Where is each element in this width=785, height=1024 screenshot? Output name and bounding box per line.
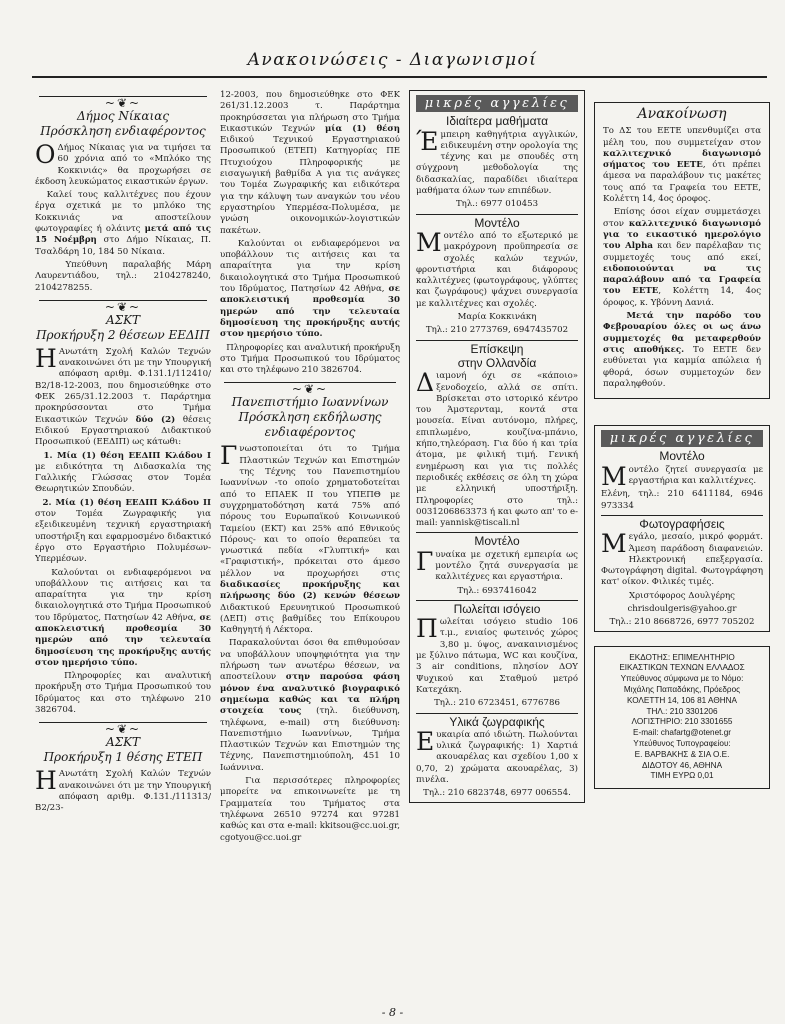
drop-cap: Ε bbox=[416, 726, 435, 756]
page-header-title: Ανακοινώσεις - Διαγωνισμοί bbox=[247, 50, 538, 70]
drop-cap: Γ bbox=[416, 546, 434, 576]
section-subtitle: Προκήρυξη 1 θέσης ΕΤΕΠ bbox=[43, 750, 203, 765]
publisher-line: ΚΟΛΕΤΤΗ 14, 106 81 ΑΘΗΝΑ bbox=[626, 695, 737, 705]
ad-text: Έμπειρη καθηγήτρια αγγλικών, ειδικευμένη στην ορολογία της τέχνης και με σπουδές στη σύγχρονη μεθοδολογία της διδασκαλίας, παραδίδει ιδιαίτερα μαθήματα όλων των επιπέδων. bbox=[416, 126, 578, 197]
classifieds-box bbox=[409, 90, 585, 803]
ad-phone: Τηλ.: 6937416042 bbox=[457, 585, 537, 596]
drop-cap: Μ bbox=[601, 461, 627, 491]
drop-cap: Ο bbox=[35, 140, 56, 169]
ad-text: Διαμονή όχι σε «κάποιο» ξενοδοχείο, αλλά σε σπίτι. Βρίσκεται στο ιστορικό κέντρο του Άμστερνταμ, κοντά στα μουσεία. Είναι αυτόνομο, πλήρες, επιπλωμένο, κουζίνα-μπάνιο, κήπο,τηλεόραση. Για δύο ή και τρία άτομα, με φιλική τιμή. Γενική ενημέρωση και για τις πολλές περιοδικές εκθέσεις σε όλη τη χώρα με ελληνική υποστήριξη. Πληροφορίες στο τηλ.: 0031206863373 ή και φωτο απ' το e-mail: yannisk@tiscali.nl bbox=[416, 368, 578, 529]
paragraph: Μετά την παρόδο του Φεβρουαρίου όλες οι ως άνω συμμετοχές θα μεταφερθούν στις αποθήκες. Το ΕΕΤΕ δεν ευθύνεται για καμμία απώλεια ή φθορά, όσων συμμετοχών δεν παραληφθούν. bbox=[603, 311, 761, 389]
ornament-icon: ~❦~ bbox=[291, 382, 329, 397]
column-3 bbox=[409, 90, 585, 1002]
section-subtitle: Προκήρυξη 2 θέσεων ΕΕΔΙΠ bbox=[36, 327, 210, 342]
ad-contact-name: Μαρία Κοκκινάκη bbox=[457, 312, 537, 323]
paragraph: Παρακαλούνται όσοι θα επιθυμούσαν να υποβάλλουν υποψηφιότητα για την πλήρωση των ανωτέρω θέσεων, να αποστείλουν στην παρούσα φάση μόνον ένα αναλυτικό βιογραφικό σημείωμα καθώς και τα πλήρη στοιχεία τους (τηλ. διεύθυνση, τηλέφωνα, e-mail) στη διεύθυνση: Πανεπιστήμιο Ιωαννίνων, Τμήμα Πλαστικών Τεχνών και Επιστημών της Τέχνης, Πανεπιστημιούπολη, 451 10 Ιωάννινα. bbox=[220, 638, 400, 773]
paragraph: Επίσης όσοι είχαν συμμετάσχει στον καλλιτεχνικό διαγωνισμό για το εικαστικό ημερολόγιο του Alpha και δεν παρέλαβαν τις συμμετοχές τους από εκεί, ειδοποιούνται να τις παραλάβουν από τα Γραφεία του ΕΕΤΕ, Κολέττη 14, 4ος όροφος, κ. Υβόννη Δανιά. bbox=[603, 207, 762, 308]
section-header bbox=[220, 382, 400, 440]
ad-title: Ιδιαίτερα μαθήματα bbox=[445, 114, 549, 129]
header-rule bbox=[32, 76, 767, 78]
ad-phone: Τηλ.: 210 6723451, 6776786 bbox=[434, 698, 560, 709]
ad-divider bbox=[416, 214, 578, 215]
publisher-line: E-mail: chafartg@otenet.gr bbox=[633, 728, 731, 738]
ad-title: Μοντέλο bbox=[474, 215, 520, 230]
publisher-line: ΕΙΚΑΣΤΙΚΩΝ ΤΕΧΝΩΝ ΕΛΛΑΔΟΣ bbox=[619, 663, 745, 673]
section-title: ΑΣΚΤ bbox=[105, 735, 141, 750]
section-title: Δήμος Νίκαιας bbox=[76, 109, 170, 123]
ad-title: Μοντέλο bbox=[659, 449, 705, 464]
ad-title: Μοντέλο bbox=[474, 534, 520, 549]
ad-divider bbox=[416, 532, 578, 533]
ad-phone: Τηλ.: 210 6823748, 6977 006554. bbox=[423, 788, 571, 799]
section-subtitle: Πρόσκληση εκδήλωσης ενδιαφέροντος bbox=[238, 410, 382, 440]
ad-title: Φωτογραφήσεις bbox=[639, 516, 725, 531]
ad-divider bbox=[416, 713, 578, 714]
paragraph: Πληροφορίες και αναλυτική προκήρυξη στο Τμήμα Προσωπικού του Ιδρύματος και στο τηλέφωνο 210 3826704. bbox=[220, 342, 400, 376]
ad-text: Μεγάλο, μεσαίο, μικρό φορμάτ. Άμεση παράδοση διαφανειών. Ηλεκτρονική επεξεργασία. Φωτογράφηση digital. Φωτογράφηση κατ' οίκον. Φιλικές τιμές. bbox=[601, 529, 763, 588]
ad-phone: Ελένη, τηλ.: 210 6411184, 6946 973334 bbox=[601, 489, 763, 511]
paragraph: Για περισσότερες πληροφορίες μπορείτε να επικοινωνείτε με τη Γραμματεία του Τμήματος στα τηλέφωνα 26510 97274 και 97281 καθώς και στα e-mail: kkitsou@cc.uoi.gr, cgotyou@cc.uoi.gr bbox=[220, 776, 400, 843]
paragraph: 2. Μία (1) θέση ΕΕΔΙΠ Κλάδου ΙΙ στον Τομέα Ζωγραφικής για εξειδικευμένη τεχνική εργαστηριακή υποστήριξη και εφαρμοσμένο διδακτικό έργο στο Εργαστήριο Πολυμέσων-Υπερμέσων. bbox=[35, 497, 211, 565]
ad-text: Ευκαιρία από ιδιώτη. Πωλούνται υλικά ζωγραφικής: 1) Χαρτιά ακουαρέλας και σχεδίου 1,00 x 0,70, 2) χρώματα ακουαρέλας, 3) πινέλα. bbox=[416, 726, 578, 786]
ad-title: στην Ολλανδία bbox=[457, 355, 537, 370]
publisher-line: Μιχάλης Παπαδάκης, Πρόεδρος bbox=[623, 684, 741, 694]
paragraph: Η Ανωτάτη Σχολή Καλών Τεχνών ανακοινώνει ότι με την Υπουργική απόφαση αριθμ. Φ.131.1/112410/Β2/18-12-2003, που δημοσιεύθηκε στο ΦΕΚ 265/31.12.2003 τ. Παράρτημα προκηρύσσονται στο Τμήμα Εικαστικών Τεχνών δύο (2) θέσεις Ειδικού Εργαστηριακού Διδακτικού Προσωπικού (ΕΕΔΙΠ) ως κάτωθι: bbox=[35, 343, 211, 448]
paragraph: Η Ανωτάτη Σχολή Καλών Τεχνών ανακοινώνει ότι με την Υπουργική απόφαση αριθμ. Φ.131./111313/Β2/23- bbox=[35, 766, 211, 814]
ad-phone: Τηλ.: 210 2773769, 6947435702 bbox=[425, 325, 569, 336]
ad-divider bbox=[416, 600, 578, 601]
section-header bbox=[35, 96, 211, 139]
classifieds-banner: μικρές αγγελίες bbox=[601, 430, 763, 447]
section-header bbox=[35, 722, 211, 765]
ad-title: Υλικά ζωγραφικής bbox=[449, 714, 545, 729]
ad-title: Επίσκεψη bbox=[470, 341, 524, 356]
publisher-line: Υπεύθυνος σύμφωνα με το Νόμο: bbox=[620, 674, 744, 684]
classifieds-banner: μικρές αγγελίες bbox=[416, 95, 578, 112]
section-title: ΑΣΚΤ bbox=[105, 312, 141, 327]
column-2 bbox=[220, 90, 400, 1002]
ad-text: Μοντέλο από το εξωτερικό με μακρόχρονη προϋπηρεσία σε σχολές καλών τεχνών, φροντιστήρια και διάφορους καλλιτέχνες (φωτογράφους, γλύπτες και ζωγράφους) ψάχνει συνεργασία με καλλιτέχνες και σχολές. bbox=[416, 227, 578, 309]
column-4 bbox=[594, 90, 770, 1002]
paragraph: Πληροφορίες και αναλυτική προκήρυξη στο Τμήμα Προσωπικού του Ιδρύματος και στο τηλέφωνο 210 3826704. bbox=[35, 671, 211, 716]
drop-cap: Π bbox=[416, 614, 438, 644]
ornament-icon: ~❦~ bbox=[104, 299, 142, 314]
paragraph: 1. Μία (1) θέση ΕΕΔΙΠ Κλάδου Ι με ειδικότητα τη Διδασκαλία της Γαλλικής Γλώσσας στον Τομέα Θεωρητικών Σπουδών. bbox=[35, 450, 211, 495]
paragraph: Ο Δήμος Νίκαιας για να τιμήσει τα 60 χρόνια από το «Μπλόκο της Κοκκινιάς» θα προχωρήσει σε έκδοση λευκώματος εικαστικών έργων. bbox=[35, 140, 211, 187]
publisher-line: ΔΙΔΟΤΟΥ 46, ΑΘΗΝΑ bbox=[641, 760, 723, 770]
publisher-line: ΤΗΛ.: 210 3301206 bbox=[646, 706, 718, 716]
ad-phone: Τηλ.: 6977 010453 bbox=[455, 199, 539, 210]
publisher-line: Ε. ΒΑΡΒΑΚΗΣ & ΣΙΑ Ο.Ε. bbox=[634, 749, 730, 759]
paragraph: Καλούνται οι ενδιαφερόμενοι να υποβάλλουν τις αιτήσεις και τα απαραίτητα για την κρίση δικαιολογητικά στο Τμήμα Προσωπικού του Ιδρύματος, Πατησίων 42 Αθήνα, σε αποκλειστική προθεσμία 30 ημερών από την τελευταία δημοσίευση της προκήρυξης αυτής στον ημερήσιο τύπο. bbox=[35, 567, 211, 668]
publisher-line: ΤΙΜΗ ΕΥΡΩ 0,01 bbox=[650, 771, 714, 781]
section-title: Πανεπιστήμιο Ιωαννίνων bbox=[231, 395, 389, 410]
drop-cap: Η bbox=[35, 766, 57, 796]
section-subtitle: Πρόσκληση ενδιαφέροντος bbox=[40, 124, 206, 138]
ad-title: Πωλείται ισόγειο bbox=[453, 601, 541, 616]
classifieds-box bbox=[594, 425, 770, 631]
ad-email: chrisdoulgeris@yahoo.gr bbox=[627, 603, 737, 614]
ad-divider bbox=[601, 515, 763, 516]
ad-divider bbox=[416, 340, 578, 341]
announcement-title: Ανακοίνωση bbox=[637, 106, 727, 122]
section-header bbox=[35, 300, 211, 343]
announcement-box bbox=[594, 102, 770, 399]
paragraph: Καλούνται οι ενδιαφερόμενοι να υποβάλλουν τις αιτήσεις και τα απαραίτητα για την κρίση δικαιολογητικά στο Τμήμα Προσωπικού του Ιδρύματος, Πατησίων 42 Αθήνα, σε αποκλειστική προθεσμία 30 ημερών από την τελευταία δημοσίευση της προκήρυξης αυτής στον ημερήσιο τύπο. bbox=[220, 238, 400, 340]
drop-cap: Δ bbox=[416, 368, 435, 398]
ornament-icon: ~❦~ bbox=[104, 96, 142, 110]
column-1 bbox=[35, 90, 211, 1002]
ad-text: Μοντέλο ζητεί συνεργασία με εργαστήρια και καλλιτέχνες. bbox=[601, 461, 763, 491]
drop-cap: Η bbox=[35, 343, 57, 373]
page-number: - 8 - bbox=[381, 1006, 404, 1019]
publisher-line: ΕΚΔΟΤΗΣ: ΕΠΙΜΕΛΗΤΗΡΙΟ bbox=[629, 652, 735, 662]
paragraph: 12-2003, που δημοσιεύθηκε στο ΦΕΚ 261/31.12.2003 τ. Παράρτημα προκηρύσσεται για πλήρωση στο Τμήμα Εικαστικών Τεχνών μία (1) θέση Ειδικού Τεχνικού Εργαστηριακού Προσωπικού (ΕΤΕΠ) Κατηγορίας ΠΕ Πτυχιούχου Πληροφορικής με εισαγωγική βαθμίδα Α για τις ανάγκες του Τομέα Ζωγραφικής και ειδικότερα για την κάλυψη των αναγκών του νέου εργαστηρίου Υπερμέσα-Πολυμέσα, με γνώση οικονομικών-λογιστικών πακέτων. bbox=[220, 90, 400, 236]
drop-cap: Μ bbox=[601, 529, 627, 559]
ad-text: Πωλείται ισόγειο studio 106 τ.μ., ενιαίος φωτεινός χώρος 3,80 μ. ύψος, ανακαινισμένος με ξύλινο πάτωμα, WC και κουζίνα, 3 air conditions, πλησίον ΔΟΥ Ψυχικού και Σταθμού μετρό Κατεχάκη. bbox=[416, 614, 578, 695]
ad-text: Γυναίκα με σχετική εμπειρία ως μοντέλο ζητά συνεργασία με καλλιτέχνες και εργαστήρια. bbox=[416, 546, 578, 583]
drop-cap: Μ bbox=[416, 227, 442, 257]
drop-cap: Έ bbox=[416, 126, 439, 156]
drop-cap: Γ bbox=[220, 441, 238, 471]
ad-contact-name: Χριστόφορος Δουλγέρης bbox=[629, 590, 735, 601]
ornament-icon: ~❦~ bbox=[104, 722, 142, 737]
ad-phone: Τηλ.: 210 8668726, 6977 705202 bbox=[609, 617, 755, 628]
paragraph: Καλεί τους καλλιτέχνες που έχουν έργα σχετικά με το μπλόκο της Κοκκινιάς να αποστείλουν φωτογραφίες ή ολάιντς μετά από τις 15 Νοέμβρη στο Δήμο Νίκαιας, Π. Τσαλδάρη 10, 184 50 Νίκαια. bbox=[35, 190, 211, 257]
paragraph: Το ΔΣ του ΕΕΤΕ υπενθυμίζει στα μέλη του, που συμμετείχαν στον καλλιτεχνικό διαγωνισμό σήματος του ΕΕΤΕ, ότι πρέπει άμεσα να παραλάβουν τις μακέτες τους από τα Γραφεία του ΕΕΤΕ, Κολέττη 14, 4ος όροφος. bbox=[603, 126, 761, 205]
publisher-line: ΛΟΓΙΣΤΗΡΙΟ: 210 3301655 bbox=[631, 717, 733, 727]
paragraph: Γνωστοποιείται ότι το Τμήμα Πλαστικών Τεχνών και Επιστημών της Τέχνης του Πανεπιστημίου Ιωαννίνων -το οποίο χρηματοδοτείται από το ΕΠΑΕΚ ΙΙ του ΥΠΕΠΘ με συγχρηματοδότηση κατά 75% από πόρους του Ευρωπαϊκού Κοινωνικού Ταμείου (ΕΚΤ) και 25% από Εθνικούς Πόρους- και το οποίο θεραπεύει τα γνωστικά πεδία «Γλυπτική» και «Γραφιστική», πρόκειται στο άμεσο μέλλον να προχωρήσει στις διαδικασίες προκήρυξης και πλήρωσης δύο (2) κενών θέσεων Διδακτικού Ερευνητικού Προσωπικού (ΔΕΠ) στις βαθμίδες του Επίκουρου Καθηγητή ή Λέκτορα. bbox=[220, 441, 400, 636]
publisher-line: Υπεύθυνος Τυπογραφείου: bbox=[633, 738, 731, 748]
paragraph: Υπεύθυνη παραλαβής Μάρη Λαυρεντιάδου, τηλ.: 2104278240, 2104278255. bbox=[35, 259, 211, 293]
publisher-info-box bbox=[594, 646, 770, 790]
